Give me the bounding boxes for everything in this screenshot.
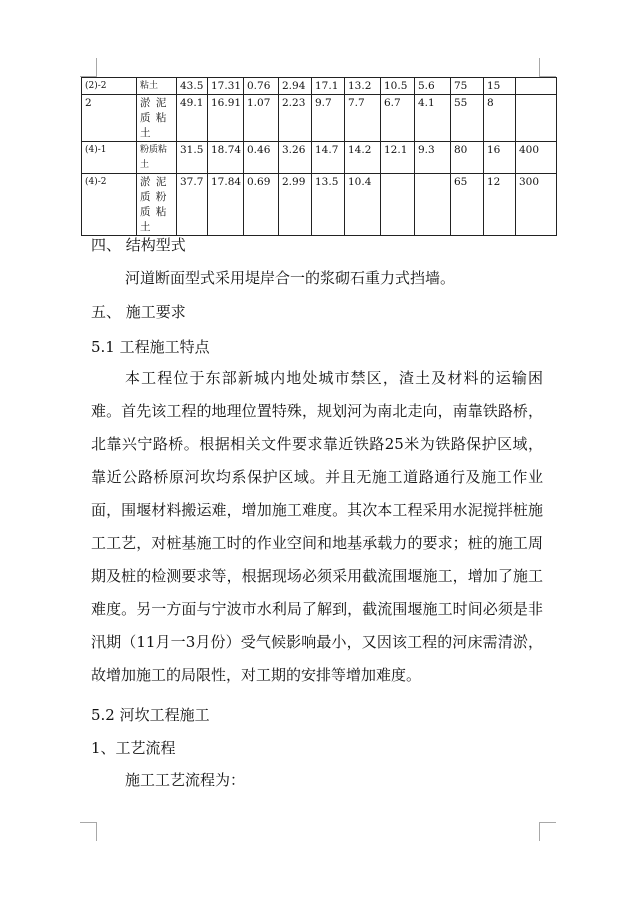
table-row — [82, 95, 557, 142]
table-cell: 8 — [484, 95, 516, 142]
table-row — [82, 142, 557, 174]
table-cell: 10.4 — [345, 174, 381, 236]
table-cell: (4)-1 — [82, 142, 137, 174]
table-cell: 10.5 — [381, 78, 415, 95]
table-cell: (4)-2 — [82, 174, 137, 236]
table-cell: 淤 泥 质 粉 质 粘 土 — [137, 174, 177, 236]
table-cell — [381, 174, 415, 236]
table-cell: 0.46 — [244, 142, 279, 174]
table-cell: 80 — [451, 142, 484, 174]
structure-paragraph: 河道断面型式采用堤岸合一的浆砌石重力式挡墙。 — [125, 269, 456, 287]
table-cell: 2.99 — [279, 174, 312, 236]
table-row — [82, 174, 557, 236]
process-flow-intro: 施工工艺流程为： — [125, 771, 246, 789]
page-corner-mark-top-left — [80, 58, 97, 77]
table-cell: 7.7 — [345, 95, 381, 142]
table-cell — [516, 95, 557, 142]
table-cell: 0.76 — [244, 78, 279, 95]
table-cell: 300 — [516, 174, 557, 236]
table-cell: 1.07 — [244, 95, 279, 142]
table-cell: 12 — [484, 174, 516, 236]
table-cell: (2)-2 — [82, 78, 137, 95]
table-cell: 2.23 — [279, 95, 312, 142]
table-cell: 0.69 — [244, 174, 279, 236]
table-cell: 9.3 — [415, 142, 451, 174]
table-cell: 4.1 — [415, 95, 451, 142]
table-cell: 淤 泥 质 粘土 — [137, 95, 177, 142]
page-corner-mark-bottom-left — [80, 822, 97, 841]
table-cell: 49.1 — [177, 95, 208, 142]
table-cell: 16 — [484, 142, 516, 174]
table-cell: 13.5 — [312, 174, 345, 236]
table-cell: 14.7 — [312, 142, 345, 174]
table-cell: 9.7 — [312, 95, 345, 142]
table-cell — [415, 174, 451, 236]
table-cell: 5.6 — [415, 78, 451, 95]
section-heading-structure: 四、 结构型式 — [91, 236, 186, 254]
table-cell: 17.31 — [208, 78, 244, 95]
table-cell: 3.26 — [279, 142, 312, 174]
table-cell: 12.1 — [381, 142, 415, 174]
table-cell — [516, 78, 557, 95]
table-row — [82, 78, 557, 95]
table-cell: 18.74 — [208, 142, 244, 174]
table-cell: 6.7 — [381, 95, 415, 142]
table-cell: 2 — [82, 95, 137, 142]
page-corner-mark-top-right — [539, 58, 556, 77]
soil-properties-table — [81, 77, 557, 236]
subsection-heading-construction-features: 5.1 工程施工特点 — [91, 338, 210, 356]
table-cell: 16.91 — [208, 95, 244, 142]
table-cell: 55 — [451, 95, 484, 142]
table-cell: 75 — [451, 78, 484, 95]
table-cell: 粘土 — [137, 78, 177, 95]
table-cell: 31.5 — [177, 142, 208, 174]
table-cell: 2.94 — [279, 78, 312, 95]
table-cell: 37.7 — [177, 174, 208, 236]
table-cell: 400 — [516, 142, 557, 174]
table-cell: 65 — [451, 174, 484, 236]
construction-features-paragraph: 本工程位于东部新城内地处城市禁区，渣土及材料的运输困难。首先该工程的地理位置特殊，规划河为南北走向，南靠铁路桥，北靠兴宁路桥。根据相关文件要求靠近铁路25米为铁路保护区域，靠近公路桥原河坎均系保护区域。并且无施工道路通行及施工作业面，围堰材料搬运难，增加施工难度。其次本工程采用水泥搅拌桩施工工艺，对桩基施工时的作业空间和地基承载力的要求；桩的施工周期及桩的检测要求等，根据现场必须采用截流围堰施工，增加了施工难度。另一方面与宁波市水利局了解到，截流围堰施工时间必须是非汛期（11月一3月份）受气候影响最小，又因该工程的河床需清淤，故增加施工的局限性，对工期的安排等增加难度。 — [91, 369, 543, 684]
table-cell: 17.1 — [312, 78, 345, 95]
subsection-heading-embankment-works: 5.2 河坎工程施工 — [91, 706, 210, 724]
table-cell: 43.5 — [177, 78, 208, 95]
section-heading-construction-requirements: 五、 施工要求 — [91, 303, 186, 321]
table-cell: 17.84 — [208, 174, 244, 236]
table-cell: 14.2 — [345, 142, 381, 174]
page-corner-mark-bottom-right — [539, 822, 556, 841]
item-heading-process-flow: 1、工艺流程 — [91, 739, 176, 757]
table-cell: 13.2 — [345, 78, 381, 95]
table-cell: 15 — [484, 78, 516, 95]
table-cell: 粉质粘土 — [137, 142, 177, 174]
